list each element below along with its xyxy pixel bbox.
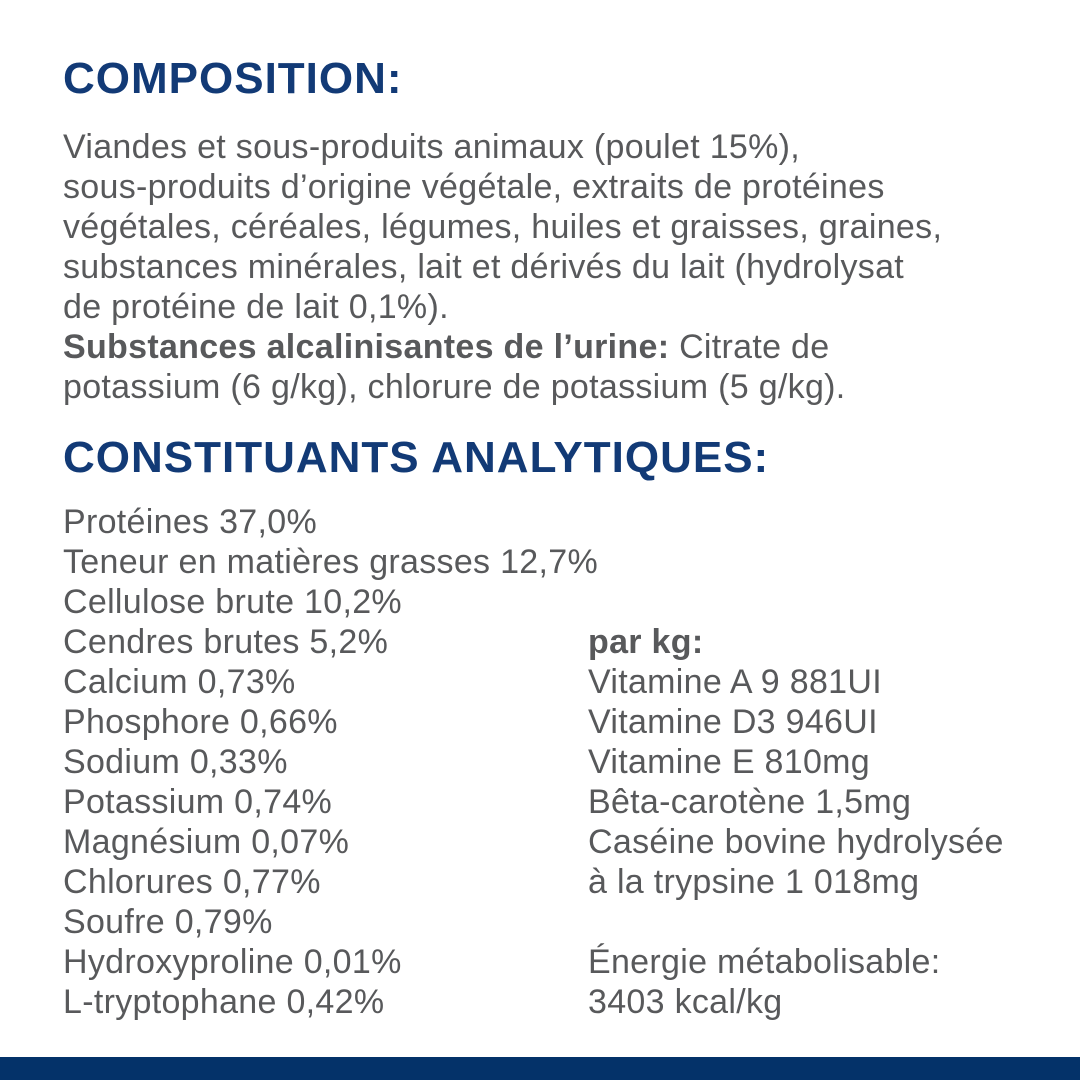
analytical-item: Cendres brutes 5,2% bbox=[63, 623, 389, 661]
analytical-item: Phosphore 0,66% bbox=[63, 703, 338, 741]
composition-heading: COMPOSITION: bbox=[63, 54, 403, 103]
analytical-item: Vitamine E 810mg bbox=[588, 743, 870, 781]
alkalising-rest: Citrate de bbox=[669, 328, 830, 366]
analytical-item: Protéines 37,0% bbox=[63, 503, 317, 541]
analytical-item: Teneur en matières grasses 12,7% bbox=[63, 543, 598, 581]
analytical-item: Magnésium 0,07% bbox=[63, 823, 350, 861]
analytical-heading: CONSTITUANTS ANALYTIQUES: bbox=[63, 433, 770, 482]
composition-paragraph bbox=[63, 127, 1053, 407]
composition-line: de protéine de lait 0,1%). bbox=[63, 288, 449, 326]
analytical-item: à la trypsine 1 018mg bbox=[588, 863, 920, 901]
analytical-item: Sodium 0,33% bbox=[63, 743, 288, 781]
alkalising-label: Substances alcalinisantes de l’urine: bbox=[63, 328, 670, 366]
analytical-item: Bêta-carotène 1,5mg bbox=[588, 783, 912, 821]
analytical-item: Calcium 0,73% bbox=[63, 663, 296, 701]
composition-line: végétales, céréales, légumes, huiles et graisses, graines, bbox=[63, 208, 943, 246]
bottom-brand-bar bbox=[0, 1057, 1080, 1080]
analytical-item: Potassium 0,74% bbox=[63, 783, 333, 821]
energy-line: 3403 kcal/kg bbox=[588, 983, 783, 1021]
analytical-item: L-tryptophane 0,42% bbox=[63, 983, 385, 1021]
analytical-item: Caséine bovine hydrolysée bbox=[588, 823, 1004, 861]
analytical-item: Chlorures 0,77% bbox=[63, 863, 321, 901]
analytical-item: Cellulose brute 10,2% bbox=[63, 583, 402, 621]
energy-line: Énergie métabolisable: bbox=[588, 943, 941, 981]
analytical-item: Soufre 0,79% bbox=[63, 903, 273, 941]
analytical-item: Vitamine A 9 881UI bbox=[588, 663, 882, 701]
analytical-item: Hydroxyproline 0,01% bbox=[63, 943, 402, 981]
analytical-item: Vitamine D3 946UI bbox=[588, 703, 878, 741]
analytical-left-column bbox=[63, 502, 598, 1022]
composition-line: sous-produits d’origine végétale, extraits de protéines bbox=[63, 168, 885, 206]
alkalising-line-1 bbox=[63, 327, 1053, 367]
alkalising-line-2: potassium (6 g/kg), chlorure de potassium (5 g/kg). bbox=[63, 368, 846, 406]
composition-line: substances minérales, lait et dérivés du lait (hydrolysat bbox=[63, 248, 905, 286]
composition-line: Viandes et sous-produits animaux (poulet 15%), bbox=[63, 128, 801, 166]
column-spacer bbox=[588, 902, 1004, 942]
per-kg-label: par kg: bbox=[588, 623, 704, 661]
analytical-right-column bbox=[588, 622, 1004, 1022]
